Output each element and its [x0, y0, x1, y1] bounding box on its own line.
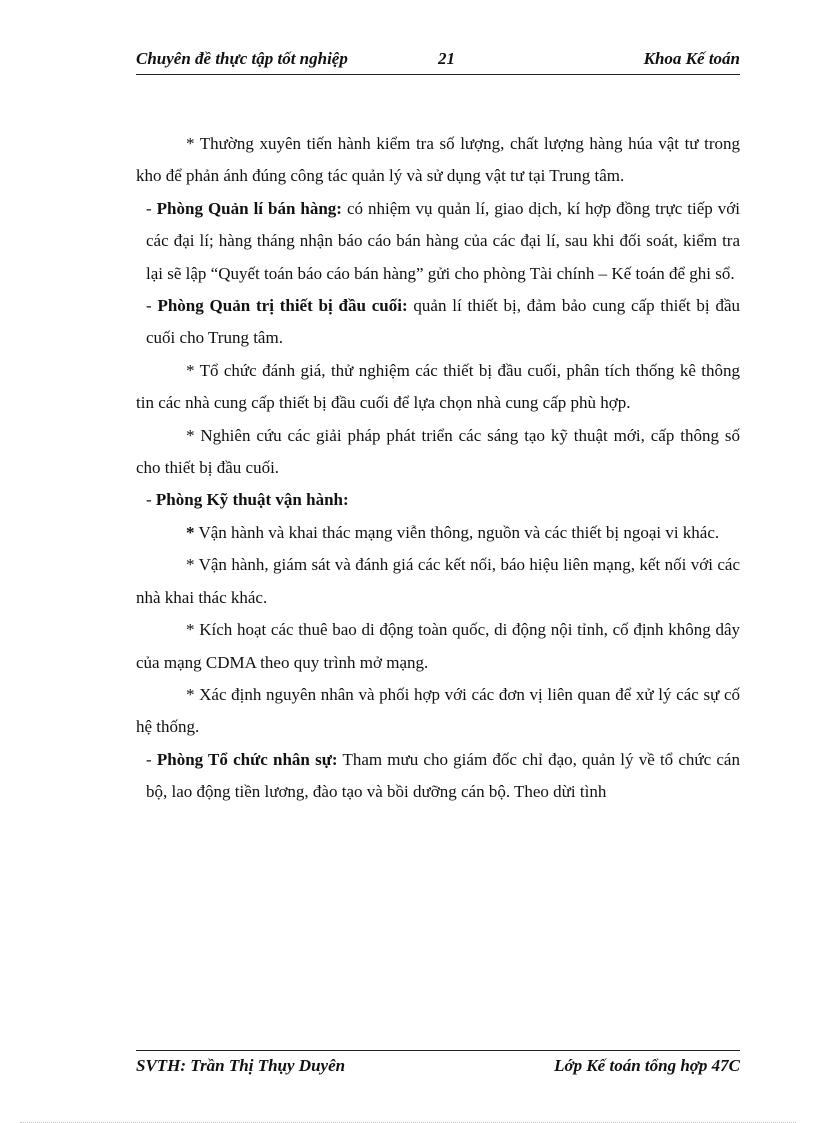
sales-department-text: có nhiệm vụ quản lí, giao dịch, kí hợp đồng trực tiếp với các đại lí; hàng tháng nhận báo cáo bán hàng của các đại lí, sau khi đối soát, kiểm tra lại sẽ lập “Quyết toán báo cáo bán hàng” gửi cho phòng Tài chính – Kế toán để ghi sổ. [146, 198, 740, 283]
header-thesis-title: Chuyên đề thực tập tốt nghiệp [136, 49, 348, 68]
hr-department-text: Tham mưu cho giám đốc chỉ đạo, quản lý về tổ chức cán bộ, lao động tiền lương, đào tạo và bồi dưỡng cán bộ. Theo dừi tình [146, 749, 740, 802]
footer-student-name: SVTH: Trần Thị Thụy Duyên [136, 1056, 346, 1075]
paragraph-operations-department: - Phòng Kỹ thuật vận hành: [146, 490, 349, 510]
paragraph-network-operation [136, 517, 740, 549]
operations-department-title: Phòng Kỹ thuật vận hành: [155, 490, 349, 510]
sales-department-title: Phòng Quản lí bán hàng: [156, 198, 342, 218]
hr-department-title: Phòng Tổ chức nhân sự: [156, 749, 338, 769]
paragraph-incident-handling: * Xác định nguyên nhân và phối hợp với các đơn vị liên quan để xử lý các sự cố hệ thống. [136, 684, 740, 737]
paragraph-terminal-evaluation: * Tổ chức đánh giá, thử nghiệm các thiết bị đầu cuối, phân tích thống kê thông tin các nhà cung cấp thiết bị đầu cuối để lựa chọn nhà cung cấp phù hợp. [136, 360, 740, 413]
page-body [136, 128, 740, 809]
terminal-department-title: Phòng Quản trị thiết bị đầu cuối: [157, 296, 408, 316]
header-page-number: 21 [438, 49, 455, 68]
header-rule [136, 74, 740, 75]
header-department: Khoa Kế toán [643, 49, 740, 68]
bullet-star: * [186, 522, 195, 542]
paragraph-inventory-check: * Thường xuyên tiến hành kiểm tra số lượng, chất lượng hàng húa vật tư trong kho để phản ánh đúng công tác quản lý và sử dụng vật tư tại Trung tâm. [136, 134, 740, 186]
paragraph-subscriber-activation: * Kích hoạt các thuê bao di động toàn quốc, di động nội tỉnh, cố định không dây của mạng CDMA theo quy trình mở mạng. [136, 620, 740, 672]
terminal-department-text: quản lí thiết bị, đảm bảo cung cấp thiết bị đầu cuối cho Trung tâm. [146, 296, 740, 348]
footer-rule [136, 1050, 740, 1051]
page-footer [136, 1054, 740, 1082]
paragraph-terminal-department: - Phòng Quản trị thiết bị đầu cuối: quản lí thiết bị, đảm bảo cung cấp thiết bị đầu cuối cho Trung tâm. [146, 296, 740, 348]
paragraph-terminal-research: * Nghiên cứu các giải pháp phát triển các sáng tạo kỹ thuật mới, cấp thông số cho thiết bị đầu cuối. [136, 425, 740, 478]
footer-class-name: Lớp Kế toán tổng hợp 47C [554, 1056, 740, 1075]
page-header [136, 46, 740, 76]
network-operation-text: Vận hành và khai thác mạng viễn thông, nguồn và các thiết bị ngoại vi khác. [194, 522, 720, 542]
paragraph-hr-department: - Phòng Tổ chức nhân sự: Tham mưu cho giám đốc chỉ đạo, quản lý về tổ chức cán bộ, lao động tiền lương, đào tạo và bồi dưỡng cán bộ. Theo dừi tình [146, 749, 740, 802]
paragraph-sales-department: - Phòng Quản lí bán hàng: có nhiệm vụ quản lí, giao dịch, kí hợp đồng trực tiếp với các đại lí; hàng tháng nhận báo cáo bán hàng của các đại lí, sau khi đối soát, kiểm tra lại sẽ lập “Quyết toán báo cáo bán hàng” gửi cho phòng Tài chính – Kế toán để ghi sổ. [146, 198, 740, 283]
paragraph-monitoring: * Vận hành, giám sát và đánh giá các kết nối, báo hiệu liên mạng, kết nối với các nhà khai thác khác. [136, 555, 740, 607]
